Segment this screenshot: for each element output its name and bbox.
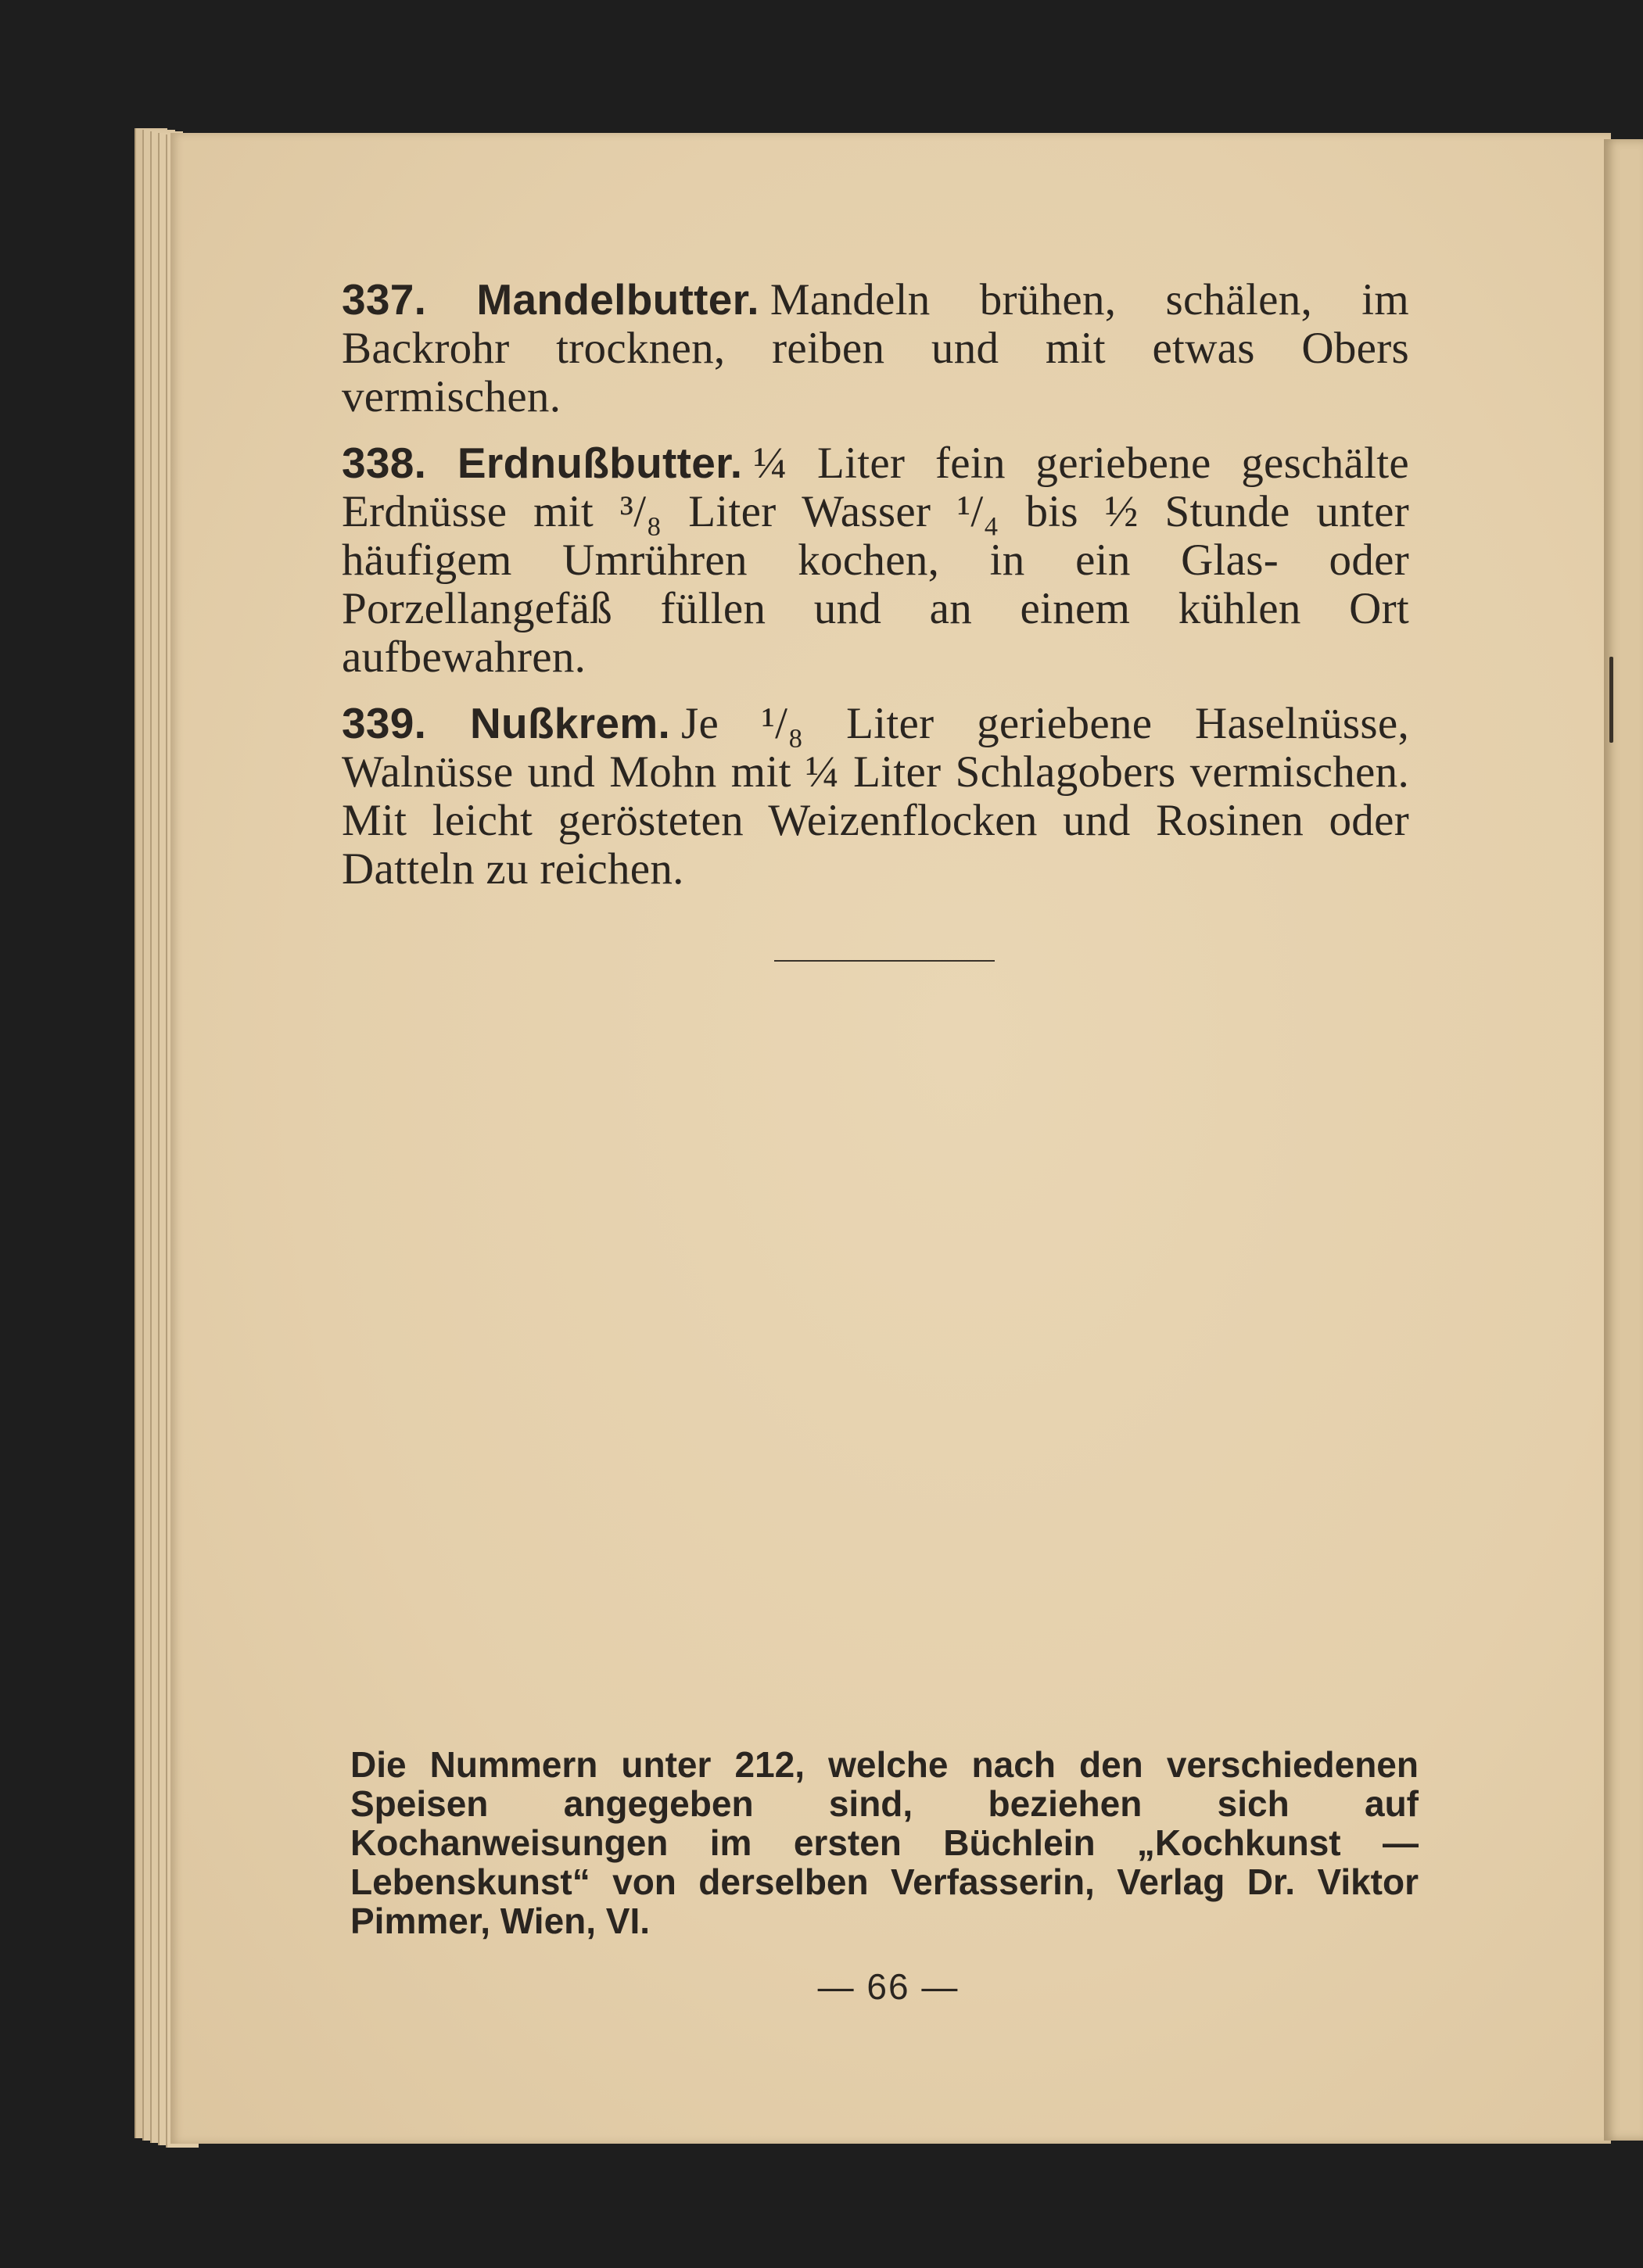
recipe-text: Mandeln brühen, schälen, im Backrohr trocknen, reiben und mit etwas Obers vermischen. — [342, 275, 1409, 421]
footnote: Die Nummern unter 212, welche nach den verschiedenen Speisen angegeben sind, beziehen sich auf Kochanweisungen im ersten Büchlein „Kochkunst — Lebenskunst“ von derselben Verfasserin, Verlag Dr. Viktor Pimmer, Wien, VI. — [350, 1744, 1419, 1941]
recipe-337 — [342, 275, 1409, 421]
recipe-text: Je ¹/₈ Liter geriebene Haselnüsse, Walnüsse und Mohn mit ¼ Liter Schlagobers vermischen. Mit leicht gerösteten Weizenflocken und Rosinen oder Datteln zu reichen. — [342, 699, 1409, 894]
recipe-338 — [342, 439, 1409, 682]
recipe-title: 339. Nußkrem. — [342, 699, 671, 747]
recipe-title: 337. Mandelbutter. — [342, 275, 759, 324]
page-number: — 66 — — [817, 1966, 960, 2007]
recipe-text: ¼ Liter fein geriebene geschälte Erdnüsse mit ³/₈ Liter Wasser ¹/₄ bis ½ Stunde unter häufigem Umrühren kochen, in ein Glas- oder Porzellangefäß füllen und an einem kühlen Ort aufbewahren. — [342, 439, 1410, 682]
facing-page-edge — [1604, 139, 1643, 2141]
binding-thread — [1609, 657, 1613, 743]
recipe-list — [342, 275, 1409, 911]
recipe-title: 338. Erdnußbutter. — [342, 439, 743, 487]
section-divider — [774, 960, 995, 962]
recipe-339 — [342, 699, 1409, 894]
